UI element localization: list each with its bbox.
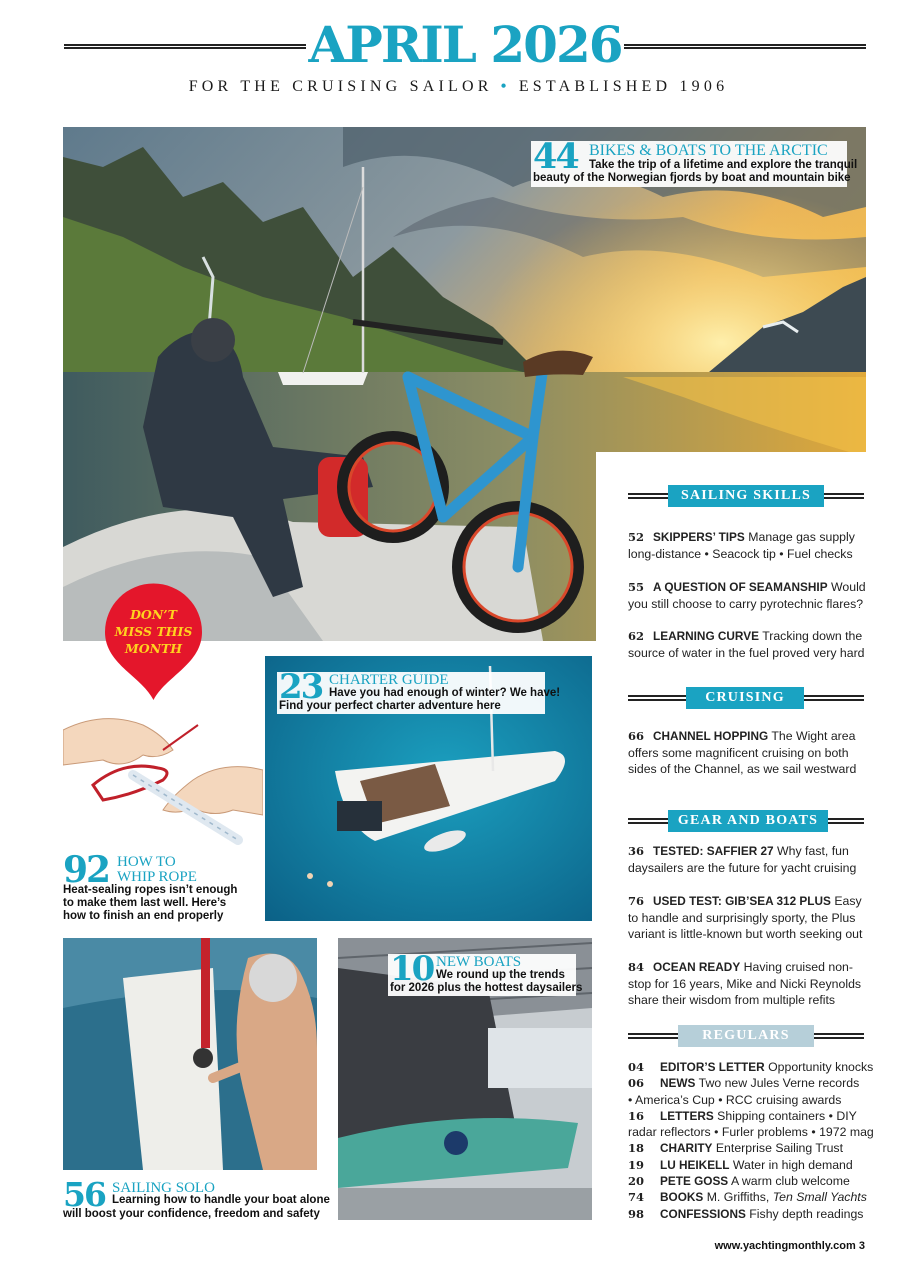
feature-rope-desc-2: to make them last well. Here’s [63, 897, 227, 909]
page-number: 16 [628, 1108, 645, 1123]
item-heading: A QUESTION OF SEAMANSHIP [653, 580, 828, 594]
item-heading: NEWS [660, 1076, 696, 1091]
item-text: Opportunity knocks [768, 1060, 874, 1074]
masthead-rule-right [624, 44, 866, 49]
page-number: 20 [628, 1174, 645, 1189]
tagline [0, 78, 917, 96]
item-text: Fishy depth readings [749, 1206, 864, 1221]
page-number: 55 [628, 580, 645, 594]
feature-newboats-desc-2: for 2026 plus the hottest daysailers [390, 982, 583, 994]
feature-rope-desc-1: Heat-sealing ropes isn’t enough [63, 884, 238, 896]
badge-line-3: MONTH [124, 641, 183, 656]
contents-item[interactable] [628, 628, 868, 661]
feature-newboats-title: NEW BOATS [436, 954, 522, 970]
section-header-cruising [628, 687, 864, 709]
item-heading: CHARITY [660, 1141, 713, 1156]
feature-arctic-number: 44 [533, 136, 578, 177]
feature-charter-title: CHARTER GUIDE [329, 672, 449, 688]
item-text: Tracking down the source of water in the fuel proved very hard [628, 629, 865, 660]
item-text: M. Griffiths, [706, 1190, 770, 1205]
feature-rope-title-1: HOW TO [117, 854, 176, 870]
item-text: Two new Jules Verne records [698, 1076, 860, 1091]
item-heading: LEARNING CURVE [653, 629, 759, 643]
contents-item[interactable] [628, 529, 868, 562]
regular-item[interactable] [628, 1059, 878, 1075]
section-header-regulars [628, 1025, 864, 1047]
badge-line-1: DON’T [130, 607, 177, 622]
page-number: 04 [628, 1060, 645, 1074]
item-text: Enterprise Sailing Trust [715, 1141, 843, 1156]
masthead-rule-left [64, 44, 306, 49]
page-number: 98 [628, 1206, 645, 1221]
item-heading: CONFESSIONS [660, 1206, 746, 1221]
section-title: SAILING SKILLS [668, 485, 824, 507]
regulars-list [628, 1059, 878, 1222]
contents-item[interactable] [628, 579, 868, 612]
page-number: 62 [628, 629, 645, 643]
regular-item-continued: radar reflectors • Furler problems • 1972 mag [628, 1125, 874, 1140]
page-number: 06 [628, 1076, 645, 1091]
feature-charter-desc-1: Have you had enough of winter? We have! [329, 687, 561, 699]
feature-solo-desc-1: Learning how to handle your boat alone [112, 1194, 330, 1206]
feature-arctic-title: BIKES & BOATS TO THE ARCTIC [589, 142, 828, 159]
regular-item[interactable] [628, 1140, 878, 1156]
item-text: Water in high demand [732, 1157, 853, 1172]
feature-arctic-desc-1: Take the trip of a lifetime and explore the tranquil [589, 159, 858, 171]
regular-item[interactable] [628, 1157, 878, 1173]
item-text: Why fast, fun daysailers are the future for yacht cruising [628, 844, 857, 875]
section-header-sailing-skills [628, 485, 864, 507]
page-number: 19 [628, 1157, 645, 1172]
book-title: Ten Small Yachts [772, 1190, 867, 1205]
item-text: Shipping containers • DIY [717, 1108, 857, 1123]
badge-line-2: MISS THIS [114, 624, 193, 639]
contents-item[interactable] [628, 893, 868, 943]
regular-item[interactable] [628, 1173, 878, 1189]
contents-item[interactable] [628, 959, 868, 1009]
page-number: 52 [628, 530, 645, 544]
rope-illustration [63, 690, 263, 860]
item-text: Easy to handle and surprisingly sporty, the Plus variant is little-known but worth seeking out [628, 894, 863, 941]
feature-rope-desc-3: how to finish an end properly [63, 910, 224, 922]
solo-sailing-photo [63, 938, 317, 1170]
section-title: CRUISING [686, 687, 804, 709]
item-heading: USED TEST: GIB’SEA 312 PLUS [653, 894, 831, 908]
feature-rope-number: 92 [63, 849, 110, 891]
footer-page-number: 3 [858, 1240, 865, 1252]
regular-item[interactable] [628, 1108, 878, 1124]
tagline-right: ESTABLISHED 1906 [518, 78, 729, 95]
regular-item[interactable] [628, 1075, 878, 1091]
page-number: 84 [628, 960, 645, 974]
item-text: Manage gas supply long-distance • Seacock tip • Fuel checks [628, 530, 855, 561]
issue-title: APRIL 2026 [308, 15, 622, 74]
feature-solo-number: 56 [63, 1175, 105, 1214]
section-title: REGULARS [678, 1025, 814, 1047]
item-text: Having cruised non-stop for 16 years, Mike and Nicki Reynolds share their wisdom from multiple refits [628, 960, 862, 1007]
tagline-left: FOR THE CRUISING SAILOR [188, 78, 493, 95]
feature-solo-desc-2: will boost your confidence, freedom and safety [63, 1208, 320, 1220]
item-heading: OCEAN READY [653, 960, 741, 974]
feature-rope-title-2: WHIP ROPE [117, 869, 197, 885]
item-text: The Wight area offers some magnificent cruising on both sides of the Channel, as we sail westward [628, 729, 857, 776]
feature-arctic-desc-2: beauty of the Norwegian fjords by boat and mountain bike [533, 172, 851, 184]
page-footer [715, 1240, 865, 1252]
feature-charter-desc-2: Find your perfect charter adventure here [279, 700, 501, 712]
item-heading: BOOKS [660, 1190, 704, 1205]
page-number: 76 [628, 894, 645, 908]
page-number: 66 [628, 729, 645, 743]
contents-item[interactable] [628, 843, 868, 876]
item-heading: LETTERS [660, 1108, 714, 1123]
item-heading: CHANNEL HOPPING [653, 729, 769, 743]
item-text: Would you still choose to carry pyrotechnic flares? [628, 580, 866, 611]
masthead [0, 14, 917, 84]
item-heading: PETE GOSS [660, 1174, 729, 1189]
page-number: 36 [628, 844, 645, 858]
tagline-dot: • [500, 78, 511, 95]
item-text: A warm club welcome [730, 1174, 850, 1189]
footer-url[interactable]: www.yachtingmonthly.com [714, 1240, 856, 1252]
dont-miss-badge [101, 580, 206, 702]
feature-solo-title: SAILING SOLO [112, 1180, 215, 1196]
page-number: 74 [628, 1190, 645, 1205]
page-number: 18 [628, 1141, 645, 1156]
item-heading: LU HEIKELL [660, 1157, 730, 1172]
item-heading: TESTED: SAFFIER 27 [653, 844, 774, 858]
feature-charter-number: 23 [279, 667, 323, 707]
section-header-gear-and-boats [628, 810, 864, 832]
regular-item-continued: • America’s Cup • RCC cruising awards [628, 1092, 842, 1107]
regular-item[interactable] [628, 1206, 878, 1222]
feature-newboats-number: 10 [390, 949, 434, 989]
feature-newboats-desc-1: We round up the trends [436, 969, 565, 981]
regular-item[interactable] [628, 1189, 878, 1205]
item-heading: SKIPPERS’ TIPS [653, 530, 745, 544]
item-heading: EDITOR’S LETTER [660, 1060, 765, 1074]
section-title: GEAR AND BOATS [668, 810, 828, 832]
contents-item[interactable] [628, 728, 868, 778]
